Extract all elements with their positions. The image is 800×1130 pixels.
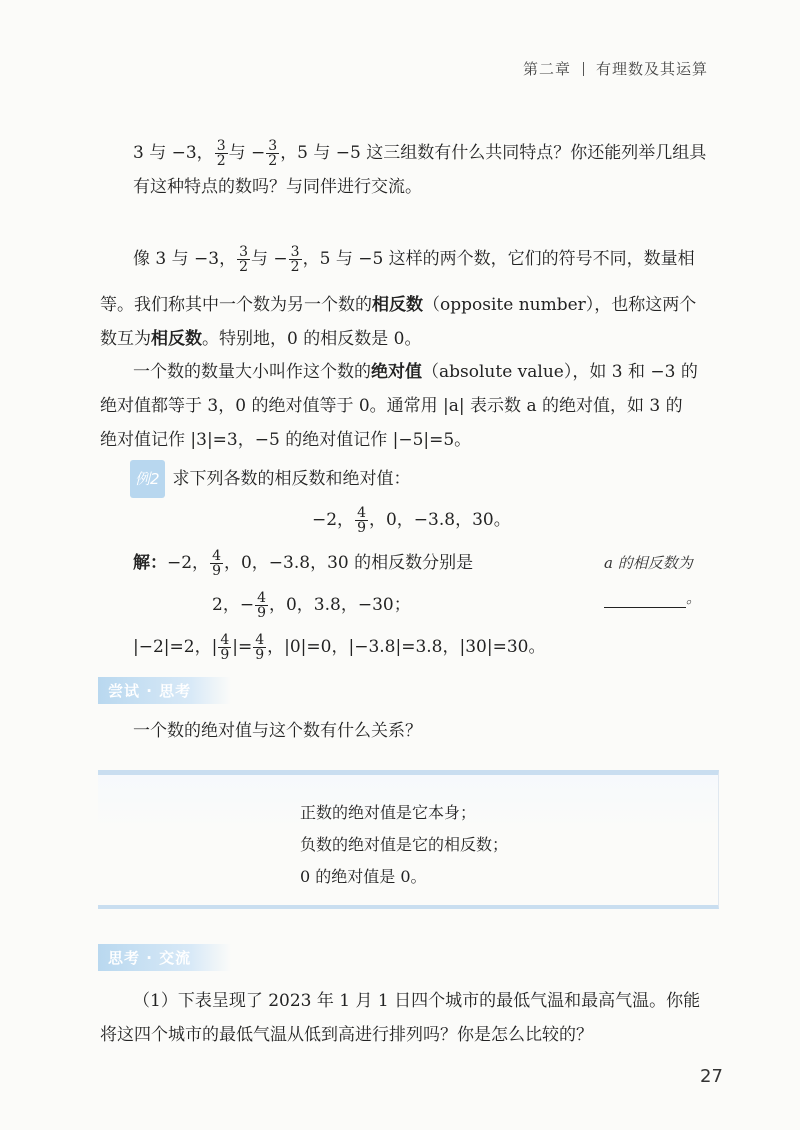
definition-text: 与 − bbox=[251, 249, 288, 269]
definition-continued: 等。我们称其中一个数为另一个数的相反数（opposite number），也称这两个 数互为相反数。特别地，0 的相反数是 0。 bbox=[100, 295, 697, 349]
abs-bar-right: | bbox=[232, 637, 238, 657]
definition-text: ，5 与 −5 这样的两个数，它们的符号不同，数量相 bbox=[302, 249, 695, 269]
margin-note-text: a 的相反数为 bbox=[604, 554, 693, 572]
definition-text: 像 3 与 −3， bbox=[133, 249, 237, 269]
header-divider bbox=[583, 62, 584, 76]
solution-line2: 2，− $\frac{4}{9}$ ，0，3.8，−30； bbox=[212, 590, 411, 621]
intro-text: 3 与 −3， bbox=[133, 143, 214, 163]
chapter-label: 第二章 bbox=[522, 60, 571, 78]
definition-paragraph bbox=[133, 242, 733, 276]
fraction: $\frac{4}{9}$ bbox=[220, 632, 230, 663]
solution-label: 解： bbox=[133, 553, 167, 573]
fraction: $\frac{3}{2}$ bbox=[268, 138, 278, 169]
summary-line: 负数的绝对值是它的相反数； bbox=[300, 835, 509, 854]
fraction: $\frac{3}{2}$ bbox=[290, 244, 300, 275]
summary-box bbox=[98, 770, 719, 909]
think-discuss-line1: （1）下表呈现了 2023 年 1 月 1 日四个城市的最低气温和最高气温。你能 bbox=[133, 991, 701, 1011]
keyword-opposite: 相反数 bbox=[372, 295, 423, 315]
fill-in-blank[interactable] bbox=[604, 589, 686, 608]
absolute-line2: 绝对值都等于 3，0 的绝对值等于 0。通常用 |a| 表示数 a 的绝对值，如 3 的 bbox=[100, 396, 683, 416]
solution-line3: |−2|=2，| $\frac{4}{9}$ |= $\frac{4}{9}$ ，|0|=0，|−3.8|=3.8，|30|=30。 bbox=[133, 632, 546, 663]
fraction: $\frac{4}{9}$ bbox=[212, 548, 221, 579]
page-number: 27 bbox=[700, 1066, 723, 1087]
absolute-line3: 绝对值记作 |3|=3，−5 的绝对值记作 |−5|=5。 bbox=[100, 430, 472, 450]
summary-line: 0 的绝对值是 0。 bbox=[300, 867, 427, 886]
margin-note: a 的相反数为 。 bbox=[604, 554, 702, 607]
fraction: $\frac{3}{2}$ bbox=[239, 244, 249, 275]
keyword-opposite: 相反数 bbox=[151, 329, 202, 349]
chapter-title: 有理数及其运算 bbox=[595, 60, 708, 78]
think-discuss-badge: 思考 · 交流 bbox=[98, 944, 231, 971]
intro-text: ，5 与 −5 这三组数有什么共同特点？你还能列举几组具 bbox=[280, 143, 707, 163]
solution-line1: 解：−2， $\frac{4}{9}$ ，0，−3.8，30 的相反数分别是 bbox=[133, 548, 474, 579]
think-discuss-text bbox=[100, 984, 740, 1052]
example-numbers: −2， $\frac{4}{9}$ ，0，−3.8，30。 bbox=[312, 505, 511, 536]
intro-question bbox=[133, 136, 733, 204]
summary-line: 正数的绝对值是它本身； bbox=[300, 803, 477, 822]
try-think-question: 一个数的绝对值与这个数有什么关系？ bbox=[133, 721, 422, 741]
try-think-badge: 尝试 · 思考 bbox=[98, 677, 231, 704]
abs-bar-left: | bbox=[211, 637, 218, 657]
example-heading bbox=[130, 460, 411, 498]
intro-text: 与 − bbox=[228, 143, 266, 163]
example-prompt: 求下列各数的相反数和绝对值： bbox=[172, 469, 411, 489]
fraction: $\frac{4}{9}$ bbox=[255, 632, 265, 663]
fraction: $\frac{3}{2}$ bbox=[216, 138, 226, 169]
keyword-absolute: 绝对值 bbox=[371, 362, 422, 382]
think-discuss-line2: 将这四个城市的最低气温从低到高进行排列吗？你是怎么比较的？ bbox=[100, 1025, 593, 1045]
fraction: $\frac{4}{9}$ bbox=[357, 505, 366, 536]
running-header bbox=[523, 58, 708, 79]
absolute-value-paragraph: 一个数的数量大小叫作这个数的绝对值（absolute value），如 3 和 −3 的 绝对值都等于 3，0 的绝对值等于 0。通常用 |a| 表示数 a 的绝对值，如 3 的 绝对值记作 |3|=3，−5 的绝对值记作 |−5|=5。 bbox=[100, 355, 740, 457]
example-badge: 例2 bbox=[130, 460, 165, 498]
fraction: $\frac{4}{9}$ bbox=[257, 590, 266, 621]
intro-text-line2: 有这种特点的数吗？与同伴进行交流。 bbox=[133, 177, 422, 197]
